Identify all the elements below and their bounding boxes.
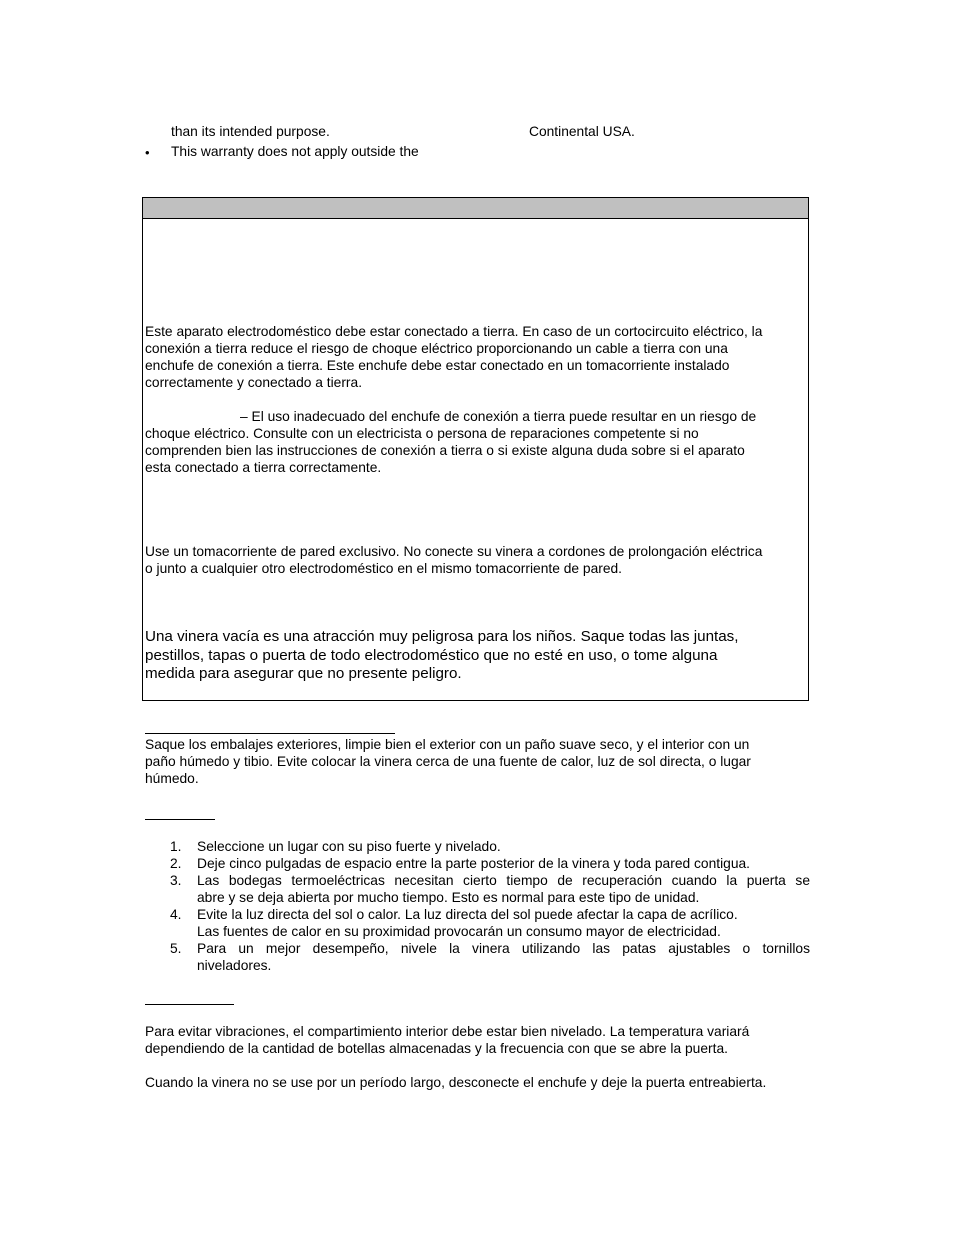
installation-steps-list [170,838,810,974]
step-number: 3. [170,873,182,888]
step-text: Deje cinco pulgadas de espacio entre la parte posterior de la vinera y toda pared contigua. [197,856,750,871]
unplug-paragraph [145,1074,809,1091]
text-line: Cuando la vinera no se use por un período largo, desconecte el enchufe y deje la puerta entreabierta. [145,1075,767,1090]
safety-box-header [143,198,808,219]
step-number: 4. [170,907,182,922]
list-item [170,855,810,872]
warranty-text-right: Continental USA. [529,124,635,139]
outlet-paragraph [145,543,809,577]
text-line: dependiendo de la cantidad de botellas almacenadas y la frecuencia con que se abre la puerta. [145,1041,728,1056]
section-heading-underline [145,1004,234,1005]
step-text: Evite la luz directa del sol o calor. La luz directa del sol puede afectar la capa de acrílico. [197,907,738,922]
text-line: conexión a tierra reduce el riesgo de choque eléctrico proporcionando un cable a tierra con una [145,341,728,356]
warranty-text-left: than its intended purpose. [171,124,330,139]
text-line: comprenden bien las instrucciones de conexión a tierra o si existe alguna duda sobre si el aparato [145,443,745,458]
text-line: Use un tomacorriente de pared exclusivo. No conecte su vinera a cordones de prolongación eléctrica [145,544,763,559]
step-text: Las fuentes de calor en su proximidad provocarán un consumo mayor de electricidad. [197,924,721,939]
warranty-bullet-text: This warranty does not apply outside the [171,144,419,159]
step-text: abre y se deja abierta por mucho tiempo. Esto es normal para este tipo de unidad. [197,890,700,905]
step-text: Seleccione un lugar con su piso fuerte y nivelado. [197,839,501,854]
text-line: choque eléctrico. Consulte con un electricista o persona de reparaciones competente si no [145,426,699,441]
step-text: Las bodegas termoeléctricas necesitan cierto tiempo de recuperación cuando la puerta se [197,873,810,888]
section-heading-underline [145,819,215,820]
step-text: niveladores. [197,958,272,973]
step-number: 2. [170,856,182,871]
text-line: Para evitar vibraciones, el compartimiento interior debe estar bien nivelado. La temperatura variará [145,1024,750,1039]
step-number: 5. [170,941,182,956]
step-number: 1. [170,839,182,854]
section-heading-underline [145,733,395,734]
text-line: enchufe de conexión a tierra. Este enchufe debe estar conectado en un tomacorriente instalado [145,358,730,373]
text-line: o junto a cualquier otro electrodoméstico en el mismo tomacorriente de pared. [145,561,623,576]
list-item [170,906,810,940]
children-warning-paragraph [145,628,809,684]
text-line: esta conectado a tierra correctamente. [145,460,382,475]
grounding-warning-paragraph [145,408,809,476]
list-item [170,838,810,855]
list-item [170,940,810,974]
text-line: Una vinera vacía es una atracción muy peligrosa para los niños. Saque todas las juntas, [145,628,739,645]
text-line: húmedo. [145,771,199,786]
text-line: paño húmedo y tibio. Evite colocar la vinera cerca de una fuente de calor, luz de sol directa, o lugar [145,754,751,769]
bullet-icon: • [145,145,150,160]
text-line: Saque los embalajes exteriores, limpie bien el exterior con un paño suave seco, y el interior con un [145,737,750,752]
unpacking-paragraph [145,736,809,787]
leveling-paragraph [145,1023,809,1057]
step-text: Para un mejor desempeño, nivele la vinera utilizando las patas ajustables o tornillos [197,941,810,956]
text-line: medida para asegurar que no presente peligro. [145,665,462,682]
text-line: – El uso inadecuado del enchufe de conexión a tierra puede resultar en un riesgo de [240,409,757,424]
grounding-paragraph [145,323,809,391]
text-line: correctamente y conectado a tierra. [145,375,363,390]
text-line: pestillos, tapas o puerta de todo electrodoméstico que no esté en uso, o tome alguna [145,646,718,664]
text-line: Este aparato electrodoméstico debe estar conectado a tierra. En caso de un cortocircuito eléctrico, la [145,324,763,339]
list-item [170,872,810,906]
